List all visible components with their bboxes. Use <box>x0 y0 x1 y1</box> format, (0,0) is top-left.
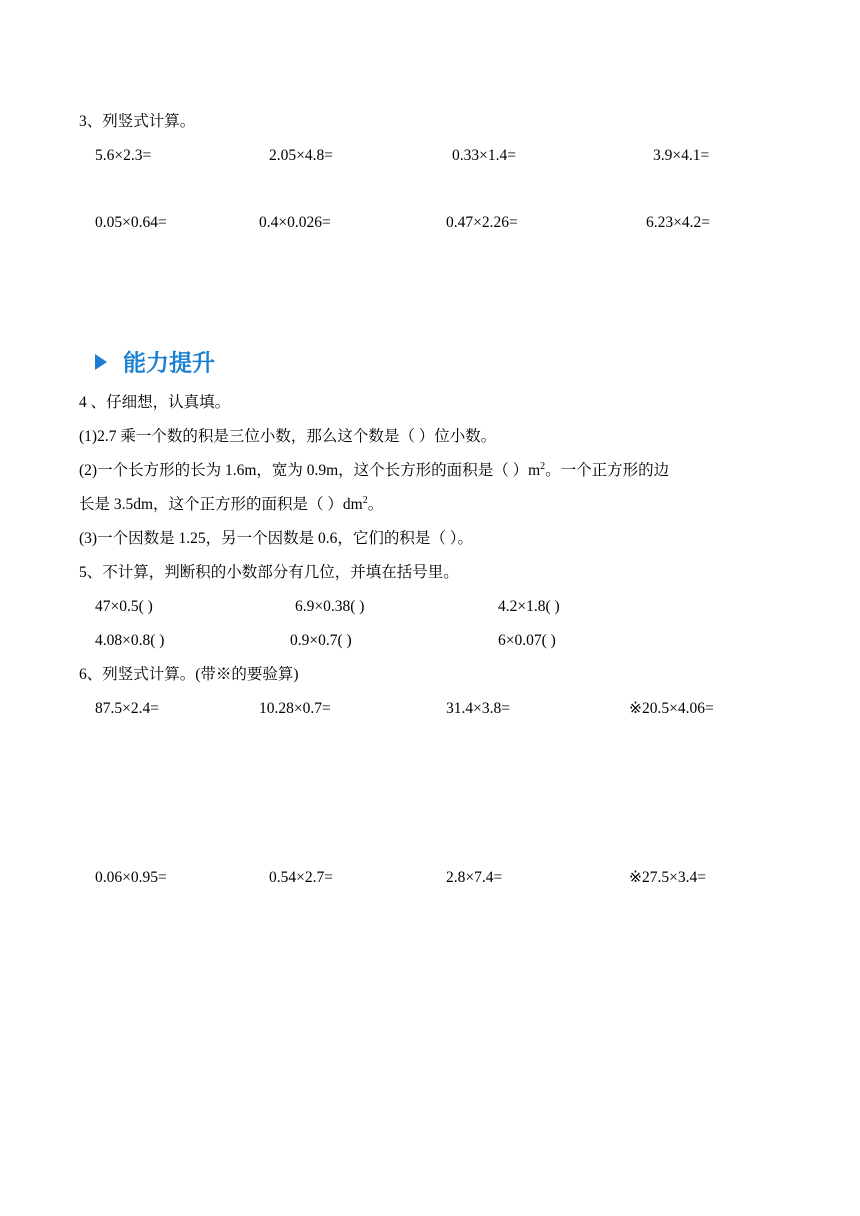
q5-expr-3: 4.2×1.8( ) <box>498 598 560 615</box>
q5-title: 5、不计算，判断积的小数部分有几位，并填在括号里。 <box>79 564 459 581</box>
q4-part-2-line-1 <box>79 461 669 481</box>
superscript-2: 2 <box>540 460 546 472</box>
q4-part-2-text-b: 。一个正方形的边 <box>545 462 670 479</box>
q3-expr-2: 2.05×4.8= <box>269 147 333 164</box>
q5-expr-6: 6×0.07( ) <box>498 632 556 649</box>
q6-expr-7: 2.8×7.4= <box>446 869 503 886</box>
q6-expr-5: 0.06×0.95= <box>95 869 167 886</box>
q3-expr-7: 0.47×2.26= <box>446 214 518 231</box>
q4-part-2-line-2 <box>79 495 383 515</box>
q6-expr-8: ※27.5×3.4= <box>629 869 706 886</box>
q4-part-1: (1)2.7 乘一个数的积是三位小数，那么这个数是（ ）位小数。 <box>79 428 497 445</box>
q3-expr-6: 0.4×0.026= <box>259 214 331 231</box>
section-heading-label: 能力提升 <box>123 350 215 377</box>
q5-expr-2: 6.9×0.38( ) <box>295 598 365 615</box>
section-heading <box>95 348 215 379</box>
q6-expr-4: ※20.5×4.06= <box>629 700 714 717</box>
q4-part-2-text-a: (2)一个长方形的长为 1.6m，宽为 0.9m，这个长方形的面积是（ ）m <box>79 462 541 479</box>
superscript-2: 2 <box>362 494 368 506</box>
q6-expr-1: 87.5×2.4= <box>95 700 159 717</box>
q4-part-2-text-c: 长是 3.5dm，这个正方形的面积是（ ）dm <box>79 496 363 513</box>
triangle-arrow-icon <box>95 354 107 370</box>
q3-expr-3: 0.33×1.4= <box>452 147 516 164</box>
q5-expr-1: 47×0.5( ) <box>95 598 153 615</box>
q4-part-2-text-d: 。 <box>367 496 384 513</box>
q6-expr-2: 10.28×0.7= <box>259 700 331 717</box>
q3-title: 3、列竖式计算。 <box>79 113 196 130</box>
q3-expr-5: 0.05×0.64= <box>95 214 167 231</box>
q3-expr-1: 5.6×2.3= <box>95 147 152 164</box>
q4-part-3: (3)一个因数是 1.25，另一个因数是 0.6，它们的积是（ ）。 <box>79 530 473 547</box>
q5-expr-4: 4.08×0.8( ) <box>95 632 165 649</box>
q3-expr-8: 6.23×4.2= <box>646 214 710 231</box>
q6-expr-3: 31.4×3.8= <box>446 700 510 717</box>
q4-title: 4 、仔细想，认真填。 <box>79 394 231 411</box>
q6-expr-6: 0.54×2.7= <box>269 869 333 886</box>
q3-expr-4: 3.9×4.1= <box>653 147 710 164</box>
q6-title: 6、列竖式计算。(带※的要验算) <box>79 666 299 683</box>
q5-expr-5: 0.9×0.7( ) <box>290 632 352 649</box>
